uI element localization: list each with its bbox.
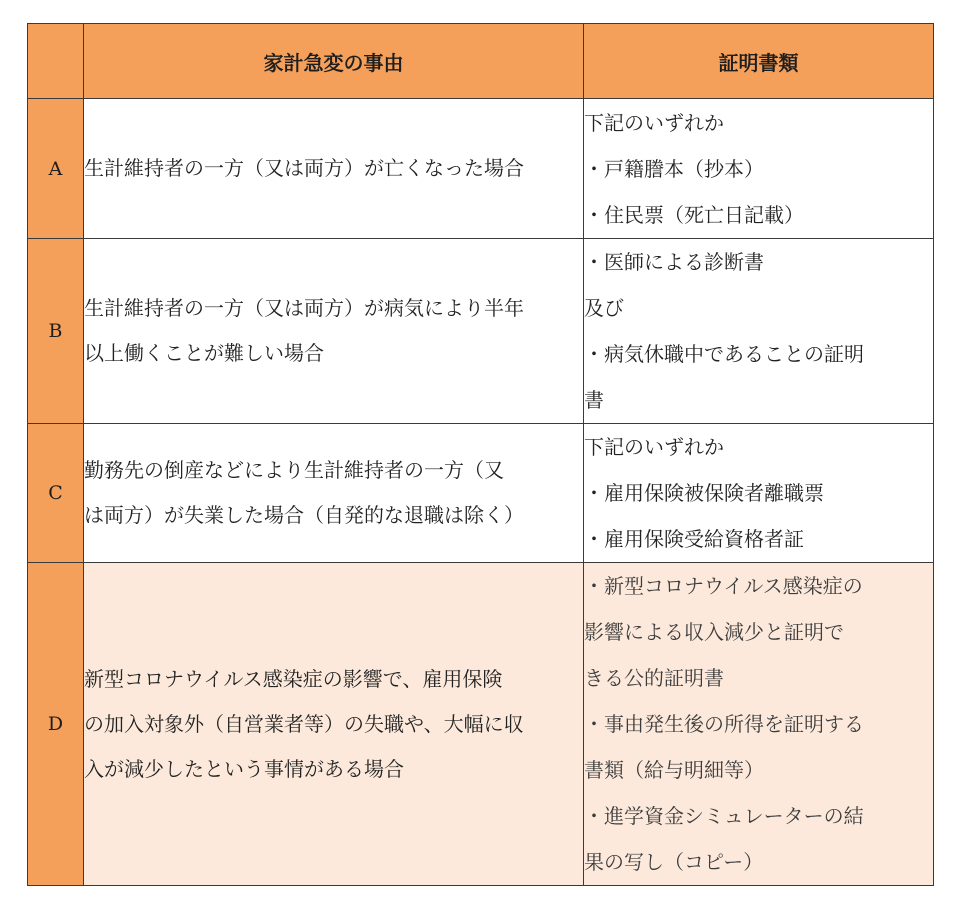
document-line: ・雇用保険受給資格者証 — [584, 527, 804, 551]
row-documents — [584, 424, 934, 563]
table-row — [28, 563, 934, 886]
row-reason — [84, 424, 584, 563]
document-line: ・雇用保険被保険者離職票 — [584, 481, 824, 505]
document-line: ・医師による診断書 — [584, 250, 764, 274]
document-line: ・病気休職中であることの証明 — [584, 342, 864, 366]
document-line: ・住民票（死亡日記載） — [584, 202, 804, 227]
reason-line: は両方）が失業した場合（自発的な退職は除く） — [84, 503, 524, 527]
header-letter-cell — [28, 24, 84, 99]
table-row — [28, 239, 934, 424]
document-line: きる公的証明書 — [584, 666, 724, 690]
document-line: 及び — [584, 296, 624, 320]
document-line: 書類（給与明細等） — [584, 758, 764, 782]
table-row — [28, 99, 934, 239]
row-documents — [584, 99, 934, 239]
reason-line: 勤務先の倒産などにより生計維持者の一方（又 — [84, 458, 504, 482]
reason-line: の加入対象外（自営業者等）の失職や、大幅に収 — [84, 711, 524, 736]
reason-line: 生計維持者の一方（又は両方）が病気により半年 — [84, 296, 524, 320]
document-line: ・戸籍謄本（抄本） — [584, 156, 764, 181]
reason-line: 入が減少したという事情がある場合 — [84, 756, 404, 781]
document-line: ・新型コロナウイルス感染症の — [584, 574, 863, 598]
row-documents — [584, 563, 934, 886]
reason-line: 生計維持者の一方（又は両方）が亡くなった場合 — [84, 156, 524, 180]
table-row — [28, 424, 934, 563]
document-line: 下記のいずれか — [584, 435, 724, 459]
reason-line: 以上働くことが難しい場合 — [84, 341, 324, 365]
row-letter: C — [28, 424, 84, 563]
document-line: 果の写し（コピー） — [584, 850, 764, 874]
reason-line: 新型コロナウイルス感染症の影響で、雇用保険 — [84, 666, 503, 691]
header-reason: 家計急変の事由 — [84, 24, 584, 99]
header-documents: 証明書類 — [584, 24, 934, 99]
document-line: ・事由発生後の所得を証明する — [584, 712, 864, 736]
row-letter: A — [28, 99, 84, 239]
row-letter: B — [28, 239, 84, 424]
row-letter: D — [28, 563, 84, 886]
document-line: 影響による収入減少と証明で — [584, 620, 844, 644]
row-reason — [84, 563, 584, 886]
document-line: 下記のいずれか — [584, 110, 724, 135]
table-header-row — [28, 24, 934, 99]
row-reason — [84, 99, 584, 239]
row-documents — [584, 239, 934, 424]
document-line: ・進学資金シミュレーターの結 — [584, 804, 864, 828]
row-reason — [84, 239, 584, 424]
document-line: 書 — [584, 388, 604, 412]
income-change-documents-table — [27, 23, 934, 886]
